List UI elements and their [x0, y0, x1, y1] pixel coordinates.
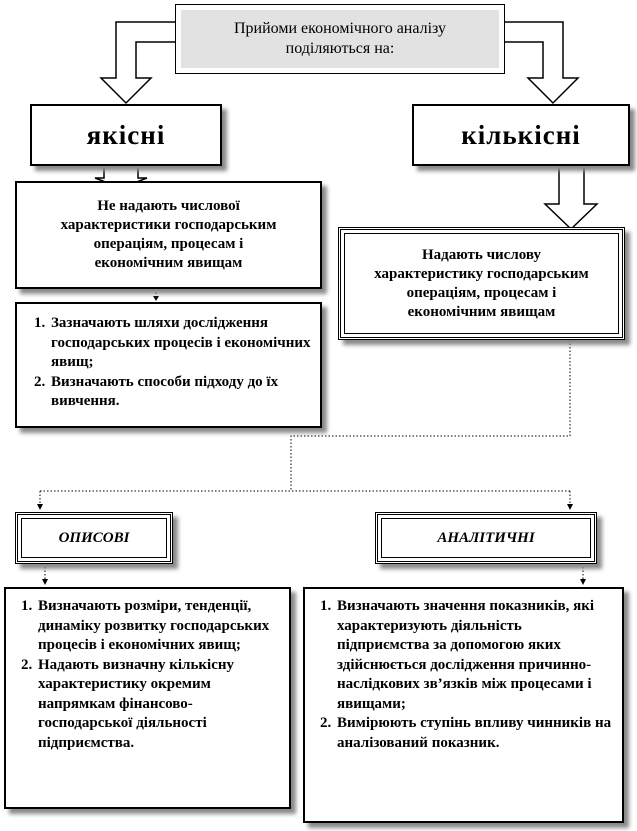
dotted-arrowhead-a — [153, 296, 159, 301]
analytical-list-box — [303, 587, 624, 823]
title-text — [181, 10, 499, 68]
list-item: 2. Вимірюють ступінь впливу чинників на аналізований показник. — [335, 714, 614, 753]
dotted-arrowhead-e — [580, 579, 586, 585]
qualitative-description-box — [15, 181, 322, 289]
qualitative-desc-line-2: характеристики господарським — [60, 217, 277, 233]
qualitative-desc-line-4: економічним явищам — [94, 255, 243, 271]
quantitative-desc-line-3: операціям, процесам і — [406, 284, 557, 301]
qualitative-desc-line-1: Не надають числової — [97, 198, 240, 214]
analytical-heading-box — [375, 512, 597, 564]
title-line-1: Прийоми економічного аналізу — [233, 20, 447, 37]
list-item: 1. Зазначають шляхи дослідження господарських процесів і економічних явищ; — [49, 314, 314, 373]
quantitative-heading-box — [412, 104, 630, 166]
descriptive-heading-box — [15, 512, 173, 564]
list-item: 2. Надають визначну кількісну характеристику окремим напрямкам фінансово-господарської діяльності підприємства. — [36, 656, 283, 754]
quantitative-desc-line-4: економічним явищам — [407, 303, 556, 320]
dotted-arrowhead-d — [42, 579, 48, 585]
quantitative-description-box — [338, 227, 625, 340]
title-line-2: поділяються на: — [285, 40, 395, 57]
analytical-heading: АНАЛІТИЧНІ — [437, 529, 535, 546]
descriptive-list-box — [4, 587, 291, 809]
quantitative-heading: кількісні — [461, 119, 581, 150]
qualitative-heading: якісні — [86, 119, 166, 150]
qualitative-list — [19, 314, 314, 412]
qualitative-desc-line-3: операціям, процесам і — [93, 236, 244, 252]
quantitative-desc-line-2: характеристику господарським — [374, 265, 589, 282]
list-item: 1. Визначають розміри, тенденції, динаміку розвитку господарських процесів і економічних явищ; — [36, 597, 283, 656]
list-item: 1. Визначають значення показників, які характеризують діяльність підприємства за допомогою яких здійснюється дослідження причинно-наслідкових зв’язків між процесами і явищами; — [335, 597, 614, 714]
title-box — [175, 4, 505, 74]
descriptive-heading: ОПИСОВІ — [58, 529, 130, 546]
qualitative-list-box — [15, 302, 322, 428]
quantitative-down-arrow — [545, 166, 597, 229]
dotted-arrowhead-c — [567, 504, 573, 510]
quantitative-desc-line-1: Надають числову — [422, 246, 541, 263]
left-bent-arrow — [101, 22, 176, 103]
right-bent-arrow — [503, 22, 578, 103]
dotted-arrowhead-b — [37, 504, 43, 510]
list-item: 2. Визначають способи підходу до їх вивчення. — [49, 373, 314, 412]
qualitative-heading-box — [30, 104, 222, 166]
analytical-list — [305, 597, 614, 753]
descriptive-list — [6, 597, 283, 753]
